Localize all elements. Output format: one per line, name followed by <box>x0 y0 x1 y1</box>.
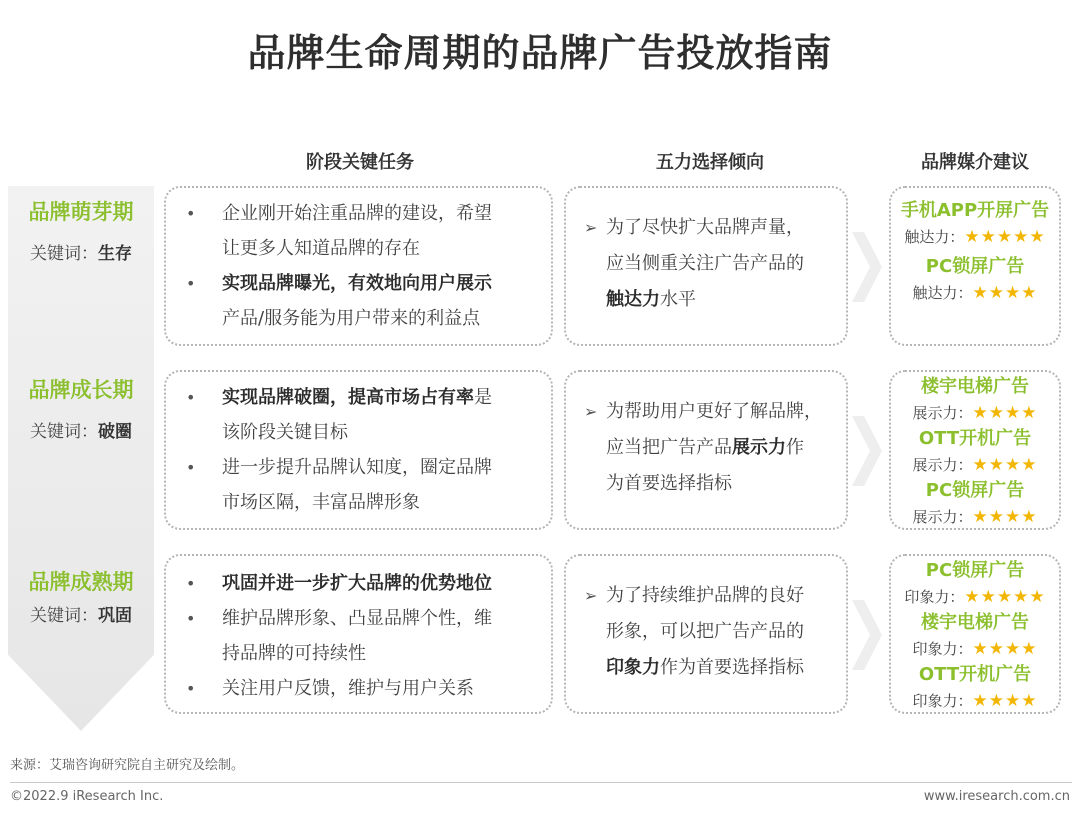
media-name: PC锁屏广告 <box>925 480 1025 501</box>
media-rating: 印象力：★★★★ <box>912 691 1038 711</box>
stage-name: 品牌萌芽期 <box>28 200 134 224</box>
media-name: OTT开机广告 <box>918 428 1032 449</box>
tendency-text: ➢ 为了尽快扩大品牌声量， 应当侧重关注广告产品的 触达力水平 <box>566 188 846 318</box>
star-rating-icon: ★★★★★ <box>964 227 1046 247</box>
task-list <box>166 372 551 520</box>
tasks-box-2 <box>164 370 553 530</box>
tasks-box-1 <box>164 186 553 346</box>
media-name: OTT开机广告 <box>918 664 1032 685</box>
media-box-2 <box>889 370 1061 530</box>
stage-label-1 <box>8 200 154 264</box>
media-rating: 展示力：★★★★ <box>912 455 1038 475</box>
website-link[interactable]: www.iresearch.com.cn <box>923 789 1070 804</box>
header-tendency: 五力选择倾向 <box>656 152 764 173</box>
keyword-label: 关键词： <box>30 606 98 627</box>
stage-name: 品牌成长期 <box>28 378 134 402</box>
chevron-right-icon <box>852 232 882 302</box>
media-rating: 印象力：★★★★ <box>912 639 1038 659</box>
arrow-bullet-icon: ➢ <box>584 218 598 237</box>
list-item: • 实现品牌破圈，提高市场占有率是 该阶段关键目标 <box>180 380 533 450</box>
copyright: ©2022.9 iResearch Inc. <box>10 789 164 804</box>
list-item: • 巩固并进一步扩大品牌的优势地位 <box>180 566 533 601</box>
media-rating: 触达力：★★★★ <box>912 283 1038 303</box>
list-item: • 关注用户反馈，维护与用户关系 <box>180 671 533 706</box>
task-list <box>166 188 551 336</box>
tendency-box-1 <box>564 186 848 346</box>
list-item: • 维护品牌形象、凸显品牌个性，维 持品牌的可持续性 <box>180 601 533 671</box>
stage-keyword <box>8 239 154 264</box>
chevron-right-icon <box>852 416 882 486</box>
list-item: • 进一步提升品牌认知度，圈定品牌 市场区隔，丰富品牌形象 <box>180 450 533 520</box>
media-rating: 触达力：★★★★★ <box>904 227 1046 247</box>
media-name: PC锁屏广告 <box>925 560 1025 581</box>
stage-name: 品牌成熟期 <box>28 570 134 594</box>
media-box-3 <box>889 554 1061 714</box>
keyword-value: 生存 <box>98 244 132 265</box>
stage-label-3 <box>8 570 154 626</box>
star-rating-icon: ★★★★ <box>972 507 1038 527</box>
chevron-right-icon <box>852 600 882 670</box>
tendency-box-3 <box>564 554 848 714</box>
stage-keyword <box>8 417 154 442</box>
stage-label-2 <box>8 378 154 442</box>
footer-divider <box>10 782 1072 783</box>
stage-keyword <box>8 601 154 626</box>
source-note: 来源：艾瑞咨询研究院自主研究及绘制。 <box>10 758 245 773</box>
keyword-label: 关键词： <box>30 422 98 443</box>
tendency-box-2 <box>564 370 848 530</box>
arrow-bullet-icon: ➢ <box>584 586 598 605</box>
star-rating-icon: ★★★★ <box>972 691 1038 711</box>
media-rating: 展示力：★★★★ <box>912 403 1038 423</box>
star-rating-icon: ★★★★ <box>972 403 1038 423</box>
header-tasks: 阶段关键任务 <box>306 152 414 173</box>
tasks-box-3 <box>164 554 553 714</box>
media-name: 楼宇电梯广告 <box>921 376 1029 397</box>
tendency-text: ➢ 为了持续维护品牌的良好 形象，可以把广告产品的 印象力作为首要选择指标 <box>566 556 846 686</box>
keyword-label: 关键词： <box>30 244 98 265</box>
list-item: • 实现品牌曝光，有效地向用户展示 产品/服务能为用户带来的利益点 <box>180 266 533 336</box>
star-rating-icon: ★★★★★ <box>964 587 1046 607</box>
media-box-1 <box>889 186 1061 346</box>
stage-progress-arrow <box>8 186 154 731</box>
media-rating: 展示力：★★★★ <box>912 507 1038 527</box>
star-rating-icon: ★★★★ <box>972 639 1038 659</box>
tendency-text: ➢ 为帮助用户更好了解品牌， 应当把广告产品展示力作 为首要选择指标 <box>566 372 846 502</box>
media-rating: 印象力：★★★★★ <box>904 587 1046 607</box>
media-name: 手机APP开屏广告 <box>900 200 1050 221</box>
arrow-bullet-icon: ➢ <box>584 402 598 421</box>
task-list <box>166 556 551 706</box>
list-item: • 企业刚开始注重品牌的建设，希望 让更多人知道品牌的存在 <box>180 196 533 266</box>
star-rating-icon: ★★★★ <box>972 455 1038 475</box>
page-title: 品牌生命周期的品牌广告投放指南 <box>247 31 833 75</box>
header-media: 品牌媒介建议 <box>921 152 1029 173</box>
keyword-value: 破圈 <box>98 422 132 443</box>
keyword-value: 巩固 <box>98 606 132 627</box>
media-name: 楼宇电梯广告 <box>921 612 1029 633</box>
media-name: PC锁屏广告 <box>925 256 1025 277</box>
star-rating-icon: ★★★★ <box>972 283 1038 303</box>
